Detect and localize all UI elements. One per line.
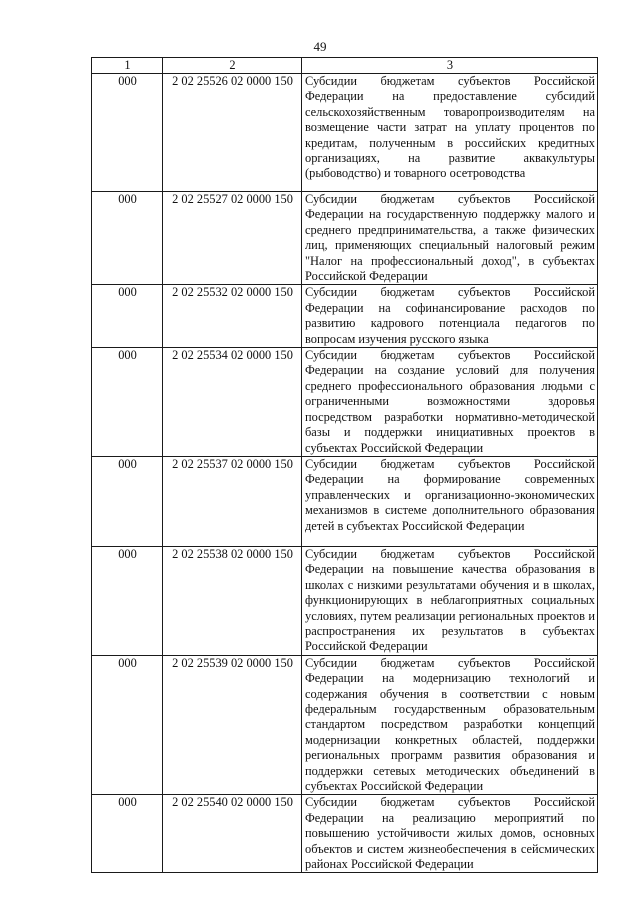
budget-code-cell: 2 02 25526 02 0000 150	[163, 74, 302, 192]
admin-code-cell: 000	[92, 546, 163, 655]
table-header	[92, 58, 598, 74]
table-row	[92, 192, 598, 285]
column-header-2: 2	[163, 58, 302, 74]
admin-code-cell: 000	[92, 348, 163, 457]
admin-code-cell: 000	[92, 456, 163, 546]
description-cell: Субсидии бюджетам субъектов Российской Федерации на формирование современных управленческих и организационно-экономических механизмов в системе дополнительного образования детей в субъектах Российской Федерации	[302, 456, 598, 546]
description-cell: Субсидии бюджетам субъектов Российской Федерации на реализацию мероприятий по повышению устойчивости жилых домов, основных объектов и систем жизнеобеспечения в сейсмических районах Российской Федерации	[302, 795, 598, 873]
table-row	[92, 795, 598, 873]
description-cell: Субсидии бюджетам субъектов Российской Федерации на предоставление субсидий сельскохозяйственным товаропроизводителям на возмещение части затрат на уплату процентов по кредитам, полученным в российских кредитных организациях, на развитие аквакультуры (рыбоводство) и товарного осетроводства	[302, 74, 598, 192]
budget-classification-table	[91, 57, 598, 873]
description-cell: Субсидии бюджетам субъектов Российской Федерации на модернизацию технологий и содержания обучения в соответствии с новым федеральным государственным образовательным стандартом посредством разработки концепций модернизации конкретных областей, поддержки региональных программ развития образования и поддержки сетевых методических объединений в субъектах Российской Федерации	[302, 655, 598, 795]
budget-code-cell: 2 02 25540 02 0000 150	[163, 795, 302, 873]
admin-code-cell: 000	[92, 74, 163, 192]
column-header-1: 1	[92, 58, 163, 74]
table-row	[92, 456, 598, 546]
table-row	[92, 285, 598, 348]
admin-code-cell: 000	[92, 795, 163, 873]
page-number: 49	[313, 39, 327, 54]
admin-code-cell: 000	[92, 192, 163, 285]
budget-code-cell: 2 02 25527 02 0000 150	[163, 192, 302, 285]
table-row	[92, 546, 598, 655]
budget-code-cell: 2 02 25537 02 0000 150	[163, 456, 302, 546]
table-row	[92, 74, 598, 192]
table-body	[92, 74, 598, 873]
budget-code-cell: 2 02 25538 02 0000 150	[163, 546, 302, 655]
description-cell: Субсидии бюджетам субъектов Российской Федерации на государственную поддержку малого и среднего предпринимательства, а также физических лиц, применяющих специальный налоговый режим "Налог на профессиональный доход", в субъектах Российской Федерации	[302, 192, 598, 285]
admin-code-cell: 000	[92, 655, 163, 795]
description-cell: Субсидии бюджетам субъектов Российской Федерации на создание условий для получения среднего профессионального образования людьми с ограниченными возможностями здоровья посредством разработки нормативно-методической базы и поддержки инициативных проектов в субъектах Российской Федерации	[302, 348, 598, 457]
table-row	[92, 348, 598, 457]
table-row	[92, 655, 598, 795]
admin-code-cell: 000	[92, 285, 163, 348]
description-cell: Субсидии бюджетам субъектов Российской Федерации на софинансирование расходов по развитию кадрового потенциала педагогов по вопросам изучения русского языка	[302, 285, 598, 348]
budget-code-cell: 2 02 25532 02 0000 150	[163, 285, 302, 348]
budget-code-cell: 2 02 25534 02 0000 150	[163, 348, 302, 457]
header-row	[92, 58, 598, 74]
budget-code-cell: 2 02 25539 02 0000 150	[163, 655, 302, 795]
column-header-3: 3	[302, 58, 598, 74]
description-cell: Субсидии бюджетам субъектов Российской Федерации на повышение качества образования в школах с низкими результатами обучения и в школах, функционирующих в неблагоприятных социальных условиях, путем реализации региональных проектов и распространения их результатов в субъектах Российской Федерации	[302, 546, 598, 655]
